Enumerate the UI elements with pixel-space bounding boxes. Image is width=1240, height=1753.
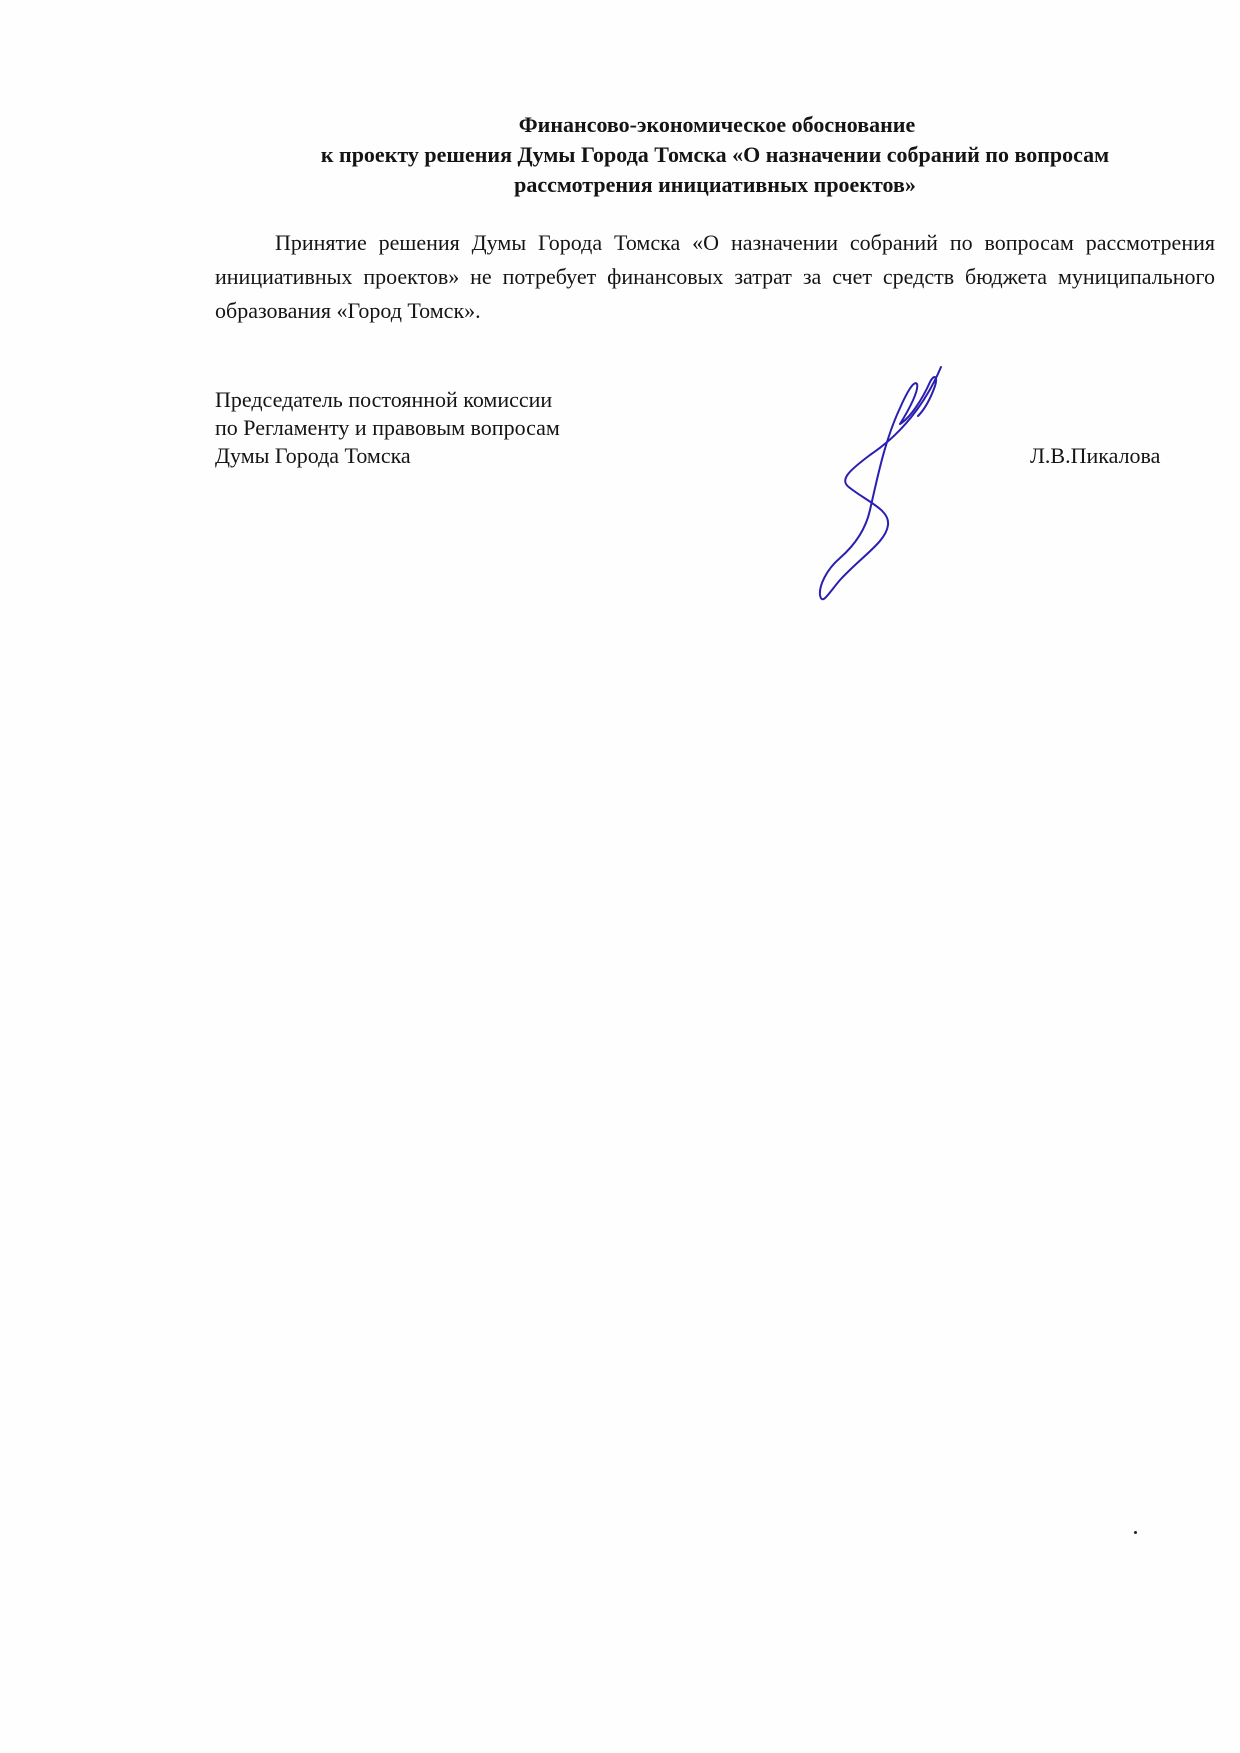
title-line-1: Финансово-экономическое обоснование	[518, 112, 916, 137]
document-title	[215, 110, 1215, 200]
signatory-name: Л.В.Пикалова	[1030, 443, 1161, 468]
title-line-2: к проекту решения Думы Города Томска «О назначении собраний по вопросам	[320, 142, 1110, 167]
scan-speck	[1134, 1531, 1137, 1534]
body-paragraph: Принятие решения Думы Города Томска «О назначении собраний по вопросам рассмотрения инициативных проектов» не потребует финансовых затрат за счет средств бюджета муниципального образования «Город Томск».	[215, 230, 1215, 323]
signatory-position-line-1: Председатель постоянной комиссии	[215, 387, 553, 412]
signature-stroke	[820, 367, 941, 599]
handwritten-signature	[790, 360, 990, 610]
signatory-position	[215, 386, 560, 470]
signatory-position-line-3: Думы Города Томска	[215, 443, 411, 468]
title-line-3: рассмотрения инициативных проектов»	[514, 172, 916, 197]
signatory-position-line-2: по Регламенту и правовым вопросам	[215, 415, 560, 440]
